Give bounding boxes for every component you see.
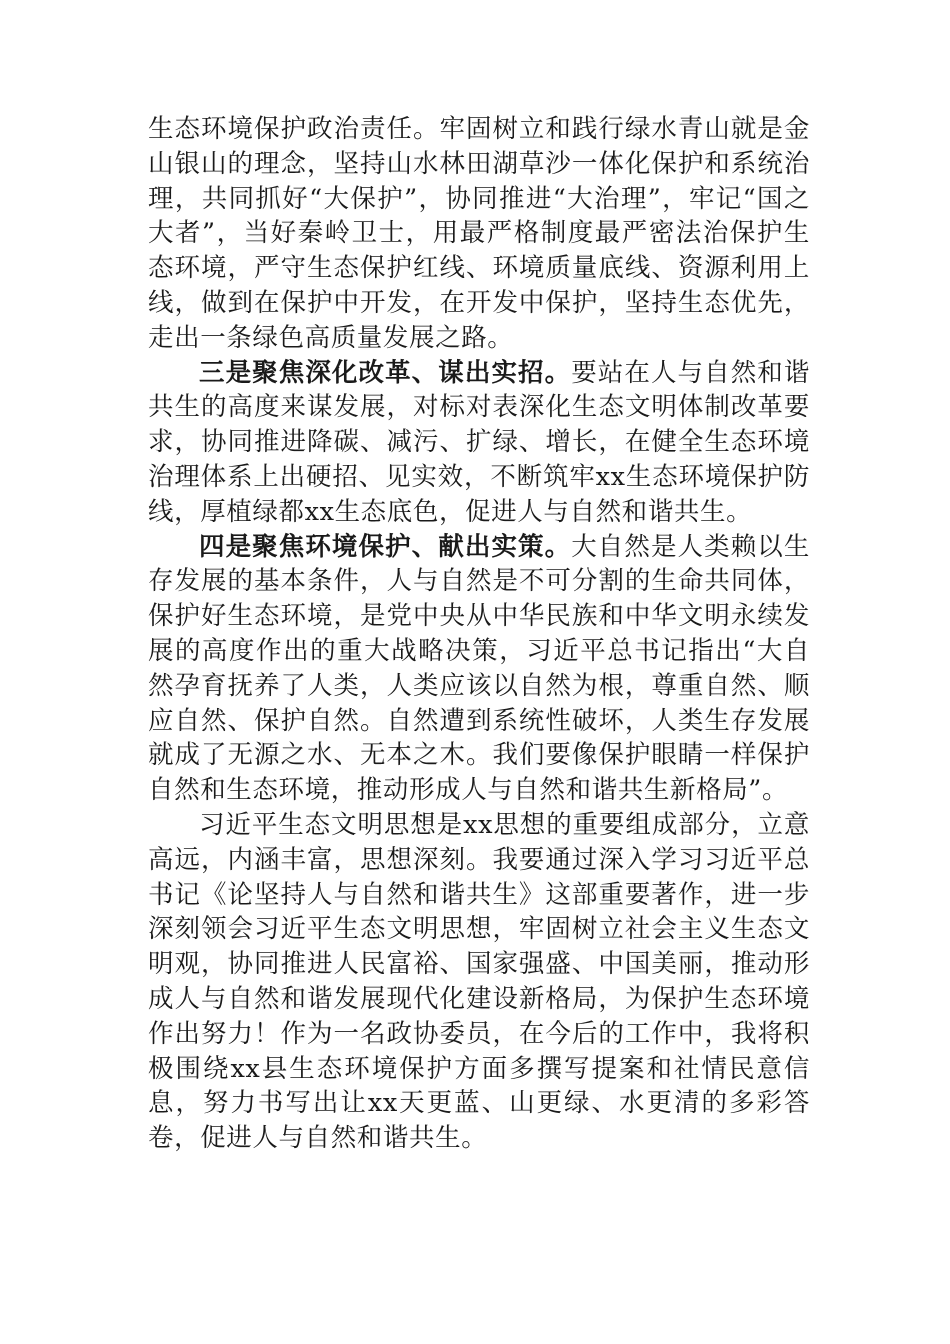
paragraph-1-text: 生态环境保护政治责任。牢固树立和践行绿水青山就是金山银山的理念，坚持山水林田湖草沙一体化保护和系统治理，共同抓好“大保护”，协同推进“大治理”，牢记“国之大者”，当好秦岭卫士，用最严格制度最严密法治保护生态环境，严守生态保护红线、环境质量底线、资源利用上线，做到在保护中开发，在开发中保护，坚持生态优先，走出一条绿色高质量发展之路。 [148, 114, 810, 353]
paragraph-3 [148, 530, 810, 808]
document-page [148, 112, 810, 1156]
paragraph-3-heading: 四是聚焦环境保护、献出实策。 [199, 531, 572, 562]
paragraph-3-text: 大自然是人类赖以生存发展的基本条件，人与自然是不可分割的生命共同体，保护好生态环境，是党中央从中华民族和中华文明永续发展的高度作出的重大战略决策，习近平总书记指出“大自然孕育抚养了人类，人类应该以自然为根，尊重自然、顺应自然、保护自然。自然遭到系统性破坏，人类生存发展就成了无源之水、无本之木。我们要像保护眼睛一样保护自然和生态环境，推动形成人与自然和谐共生新格局”。 [148, 531, 810, 806]
paragraph-4-text: 习近平生态文明思想是xx思想的重要组成部分，立意高远，内涵丰富，思想深刻。我要通过深入学习习近平总书记《论坚持人与自然和谐共生》这部重要著作，进一步深刻领会习近平生态文明思想，牢固树立社会主义生态文明观，协同推进人民富裕、国家强盛、中国美丽，推动形成人与自然和谐发展现代化建设新格局，为保护生态环境作出努力！作为一名政协委员，在今后的工作中，我将积极围绕xx县生态环境保护方面多撰写提案和社情民意信息，努力书写出让xx天更蓝、山更绿、水更清的多彩答卷，促进人与自然和谐共生。 [148, 809, 810, 1154]
paragraph-2-heading: 三是聚焦深化改革、谋出实招。 [199, 357, 572, 388]
paragraph-2-text: 要站在人与自然和谐共生的高度来谋发展，对标对表深化生态文明体制改革要求，协同推进降碳、减污、扩绿、增长，在健全生态环境治理体系上出硬招、见实效，不断筑牢xx生态环境保护防线，厚植绿都xx生态底色，促进人与自然和谐共生。 [148, 357, 810, 527]
paragraph-2 [148, 356, 810, 530]
paragraph-1 [148, 112, 810, 356]
paragraph-4 [148, 808, 810, 1156]
